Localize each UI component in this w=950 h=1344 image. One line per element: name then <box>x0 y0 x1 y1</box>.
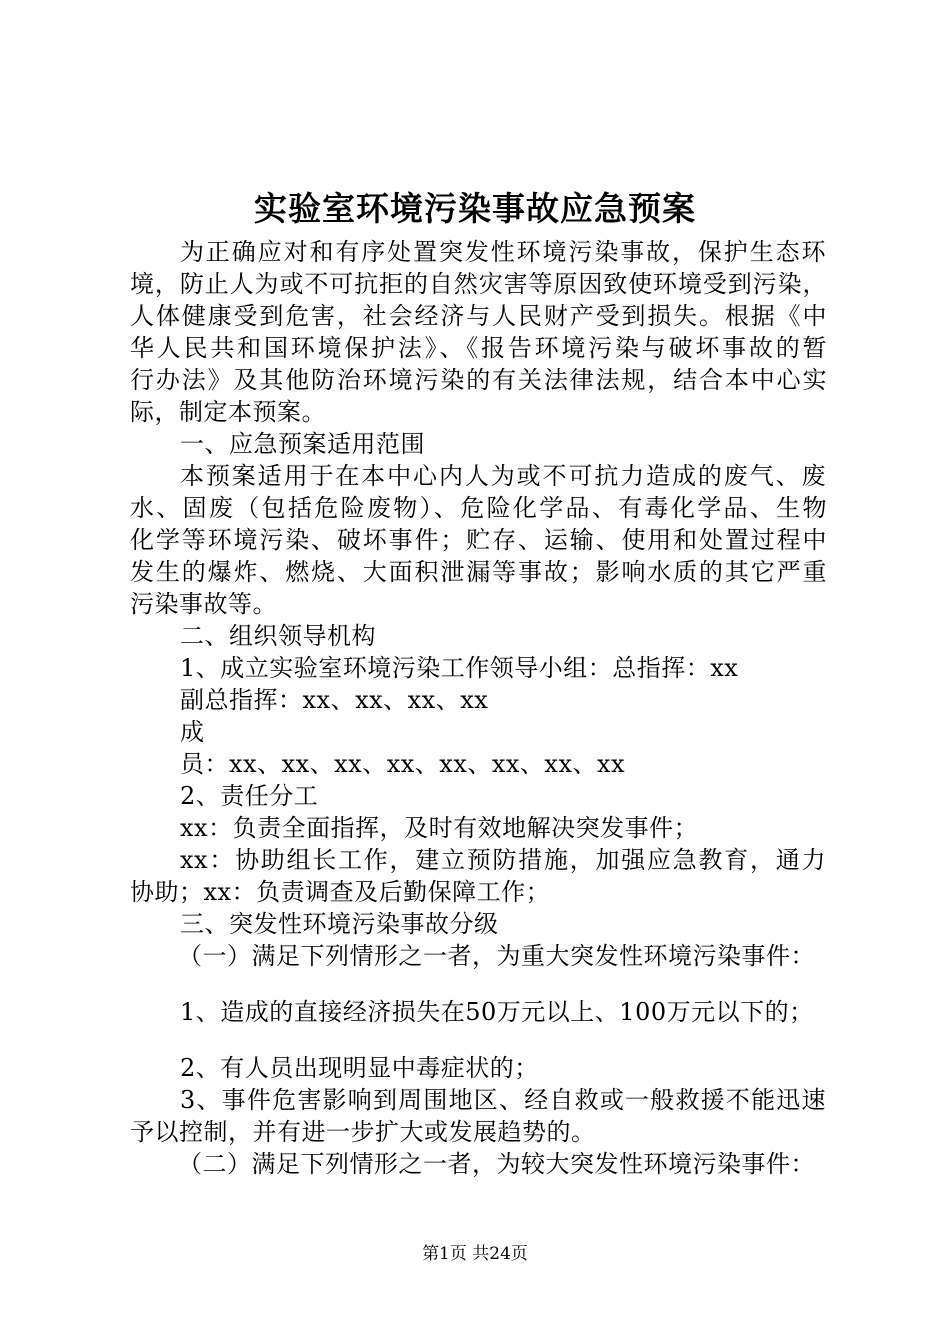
paragraph-line: 水、固废（包括危险废物）、危险化学品、有毒化学品、生物 <box>130 494 827 522</box>
paragraph-line: 为正确应对和有序处置突发性环境污染事故，保护生态环 <box>180 238 826 266</box>
paragraph-line: 人体健康受到危害，社会经济与人民财产受到损失。根据《中 <box>130 302 827 330</box>
paragraph-line: 污染事故等。 <box>130 590 277 618</box>
paragraph-line: xx：协助组长工作，建立预防措施，加强应急教育，通力 <box>180 846 826 874</box>
paragraph-line: 2、责任分工 <box>180 782 319 810</box>
paragraph-line: xx：负责全面指挥，及时有效地解决突发事件； <box>180 814 699 842</box>
paragraph-line: 成 <box>180 718 205 746</box>
section-heading: 一、应急预案适用范围 <box>180 430 425 458</box>
paragraph-line: 予以控制，并有进一步扩大或发展趋势的。 <box>130 1118 596 1146</box>
paragraph-line: 协助；xx：负责调查及后勤保障工作； <box>130 878 551 906</box>
paragraph-line: 际，制定本预案。 <box>130 398 326 426</box>
paragraph-line: 华人民共和国环境保护法》、《报告环境污染与破坏事故的暂 <box>130 334 827 362</box>
paragraph-line: （二）满足下列情形之一者，为较大突发性环境污染事件： <box>178 1150 815 1178</box>
paragraph-line: 本预案适用于在本中心内人为或不可抗力造成的废气、废 <box>180 462 826 490</box>
paragraph-line: 行办法》及其他防治环境污染的有关法律法规，结合本中心实 <box>130 366 827 394</box>
section-heading: 三、突发性环境污染事故分级 <box>180 910 499 938</box>
paragraph-line: （一）满足下列情形之一者，为重大突发性环境污染事件： <box>178 942 815 970</box>
paragraph-line: 化学等环境污染、破坏事件；贮存、运输、使用和处置过程中 <box>130 526 827 554</box>
paragraph-line: 境，防止人为或不可抗拒的自然灾害等原因致使环境受到污染， <box>130 270 827 298</box>
page-number-footer: 第1页 共24页 <box>422 1244 528 1264</box>
paragraph-line: 2、有人员出现明显中毒症状的； <box>180 1054 539 1082</box>
paragraph-line: 1、成立实验室环境污染工作领导小组：总指挥：xx <box>180 654 739 682</box>
paragraph-line: 发生的爆炸、燃烧、大面积泄漏等事故；影响水质的其它严重 <box>130 558 827 586</box>
document-title: 实验室环境污染事故应急预案 <box>254 189 696 228</box>
paragraph-line: 1、造成的直接经济损失在50万元以上、100万元以下的； <box>180 998 814 1026</box>
paragraph-line: 3、事件危害影响到周围地区、经自救或一般救援不能迅速 <box>180 1086 826 1114</box>
paragraph-line: 副总指挥：xx、xx、xx、xx <box>180 686 489 714</box>
paragraph-line: 员：xx、xx、xx、xx、xx、xx、xx、xx <box>180 750 626 778</box>
section-heading: 二、组织领导机构 <box>180 622 376 650</box>
